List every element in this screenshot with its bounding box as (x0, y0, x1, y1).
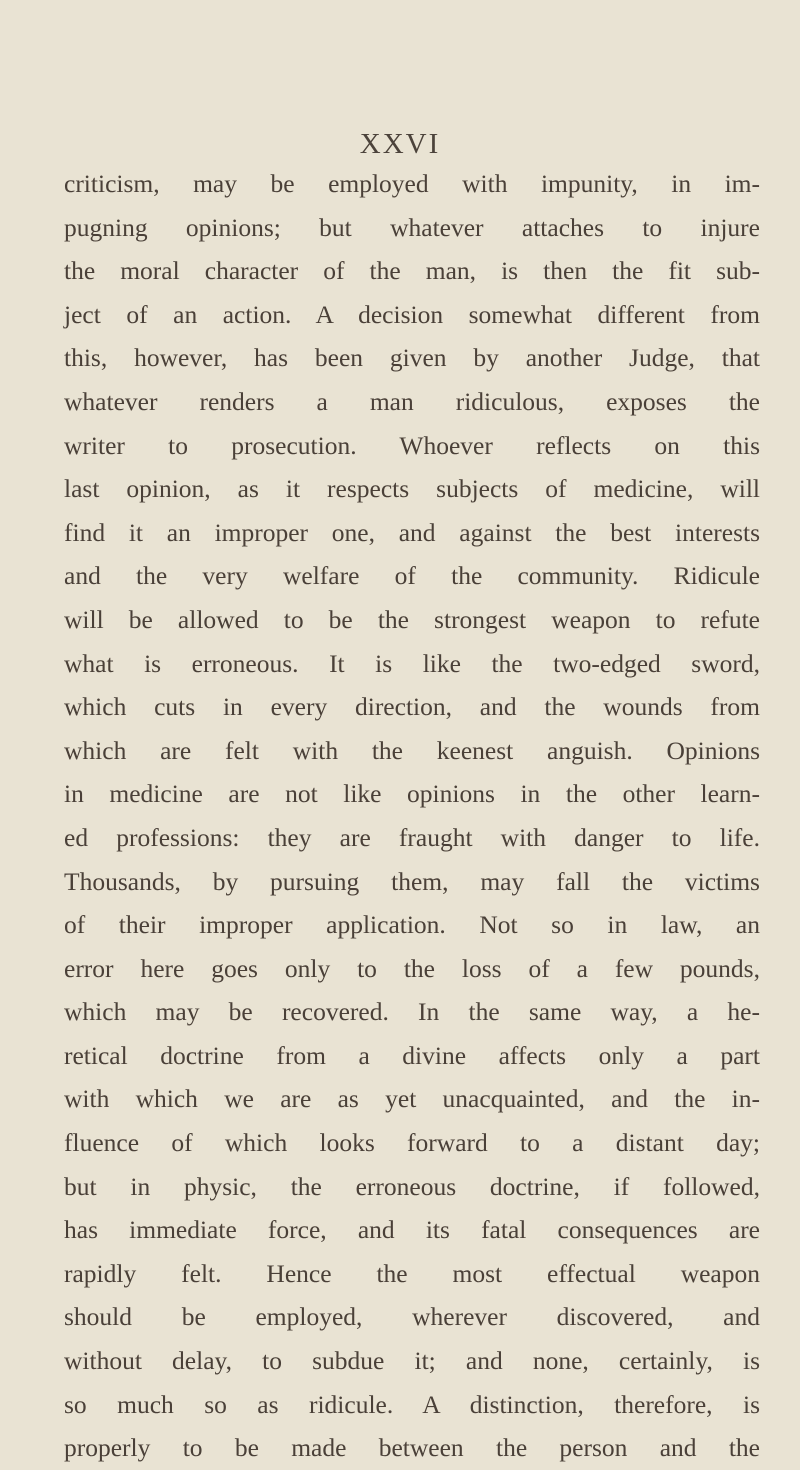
text-line: ject of an action. A decision somewhat different from (64, 299, 760, 329)
text-line: writer to prosecution. Whoever reflects on this (64, 430, 760, 460)
text-line: ed professions: they are fraught with danger to life. (64, 822, 760, 852)
text-line: which may be recovered. In the same way, a he- (64, 997, 760, 1027)
text-line: last opinion, as it respects subjects of medicine, will (64, 474, 760, 504)
text-line: pugning opinions; but whatever attaches to injure (64, 212, 760, 242)
text-line: properly to be made between the person and the (64, 1433, 760, 1463)
body-text (64, 162, 760, 1470)
text-line: will be allowed to be the strongest weapon to refute (64, 604, 760, 634)
text-line: and the very welfare of the community. Ridicule (64, 561, 760, 591)
text-line: error here goes only to the loss of a few pounds, (64, 953, 760, 983)
text-line: retical doctrine from a divine affects only a part (64, 1040, 760, 1070)
text-line: but in physic, the erroneous doctrine, if followed, (64, 1171, 760, 1201)
text-line: so much so as ridicule. A distinction, therefore, is (64, 1389, 760, 1419)
text-line: rapidly felt. Hence the most effectual weapon (64, 1258, 760, 1288)
text-line: which are felt with the keenest anguish. Opinions (64, 735, 760, 765)
text-line: whatever renders a man ridiculous, exposes the (64, 386, 760, 416)
text-line: should be employed, wherever discovered, and (64, 1302, 760, 1332)
text-line: fluence of which looks forward to a distant day; (64, 1128, 760, 1158)
text-line: find it an improper one, and against the best interests (64, 517, 760, 547)
text-line: this, however, has been given by another Judge, that (64, 343, 760, 373)
text-line: with which we are as yet unacquainted, and the in- (64, 1084, 760, 1114)
text-line: the moral character of the man, is then the fit sub- (64, 256, 760, 286)
text-line: which cuts in every direction, and the wounds from (64, 692, 760, 722)
text-line: without delay, to subdue it; and none, certainly, is (64, 1346, 760, 1376)
text-line: in medicine are not like opinions in the other learn- (64, 779, 760, 809)
text-line: of their improper application. Not so in law, an (64, 910, 760, 940)
text-line: Thousands, by pursuing them, may fall the victims (64, 866, 760, 896)
text-line: has immediate force, and its fatal consequences are (64, 1215, 760, 1245)
text-line: criticism, may be employed with impunity, in im- (64, 169, 760, 198)
page-number: XXVI (359, 128, 441, 160)
text-line: what is erroneous. It is like the two-edged sword, (64, 648, 760, 678)
